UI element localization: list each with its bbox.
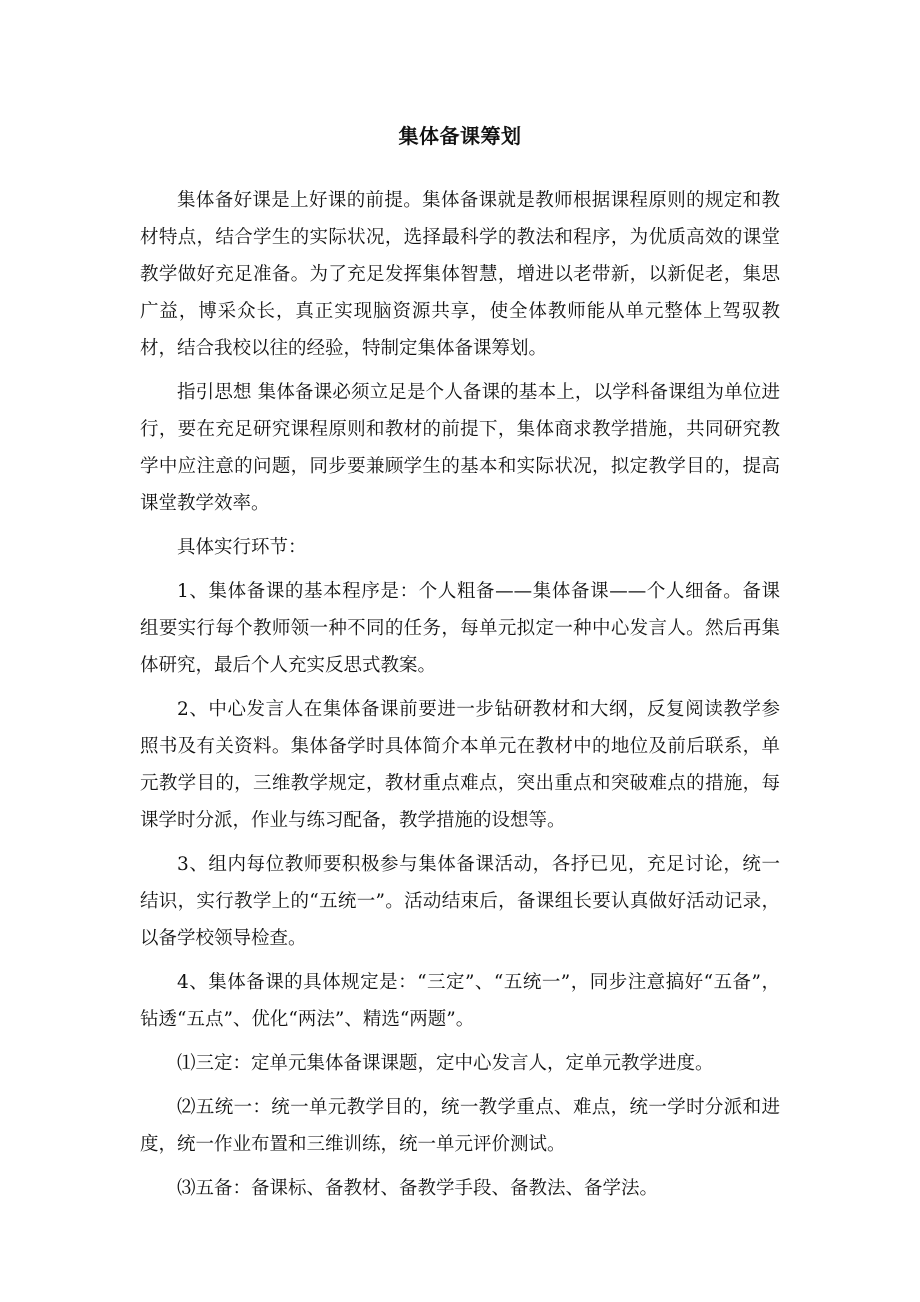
paragraph-step-2: 2、中心发言人在集体备课前要进一步钻研教材和大纲，反复阅读教学参照书及有关资料。集体备学时具体简介本单元在教材中的地位及前后联系，单元教学目的，三维教学规定，教材重点难点，突出重点和突破难点的措施，每课学时分派，作业与练习配备，教学措施的设想等。	[140, 699, 780, 831]
paragraph-guiding-thought: 指引思想 集体备课必须立足是个人备课的基本上，以学科备课组为单位进行，要在充足研究课程原则和教材的前提下，集体商求教学措施，共同研究教学中应注意的问题，同步要兼顾学生的基本和实际状况，拟定教学目的，提高课堂教学效率。	[140, 382, 780, 514]
paragraph-intro: 集体备好课是上好课的前提。集体备课就是教师根据课程原则的规定和教材特点，结合学生的实际状况，选择最科学的教法和程序，为优质高效的课堂教学做好充足准备。为了充足发挥集体智慧，增进以老带新，以新促老，集思广益，博采众长，真正实现脑资源共享，使全体教师能从单元整体上驾驭教材，结合我校以往的经验，特制定集体备课筹划。	[140, 190, 780, 359]
paragraph-step-3: 3、组内每位教师要积极参与集体备课活动，各抒已见，充足讨论，统一结识，实行教学上的“五统一”。活动结束后，备课组长要认真做好活动记录，以备学校领导检查。	[140, 854, 780, 949]
document-body	[140, 182, 780, 1214]
paragraph-steps-heading: 具体实行环节：	[177, 537, 307, 558]
paragraph-item-1: ⑴三定：定单元集体备课课题，定中心发言人，定单元教学进度。	[177, 1053, 714, 1074]
paragraph-item-3: ⑶五备：备课标、备教材、备教学手段、备教法、备学法。	[177, 1178, 659, 1199]
document-title: 集体备课筹划	[398, 124, 522, 148]
paragraph-step-4: 4、集体备课的具体规定是：“三定”、“五统一”，同步注意搞好“五备”，钻透“五点”、优化“两法”、精选“两题”。	[140, 972, 780, 1030]
paragraph-step-1: 1、集体备课的基本程序是：个人粗备——集体备课——个人细备。备课组要实行每个教师领一种不同的任务，每单元拟定一种中心发言人。然后再集体研究，最后个人充实反思式教案。	[140, 581, 780, 676]
paragraph-item-2: ⑵五统一：统一单元教学目的，统一教学重点、难点，统一学时分派和进度，统一作业布置和三维训练，统一单元评价测试。	[140, 1097, 780, 1155]
